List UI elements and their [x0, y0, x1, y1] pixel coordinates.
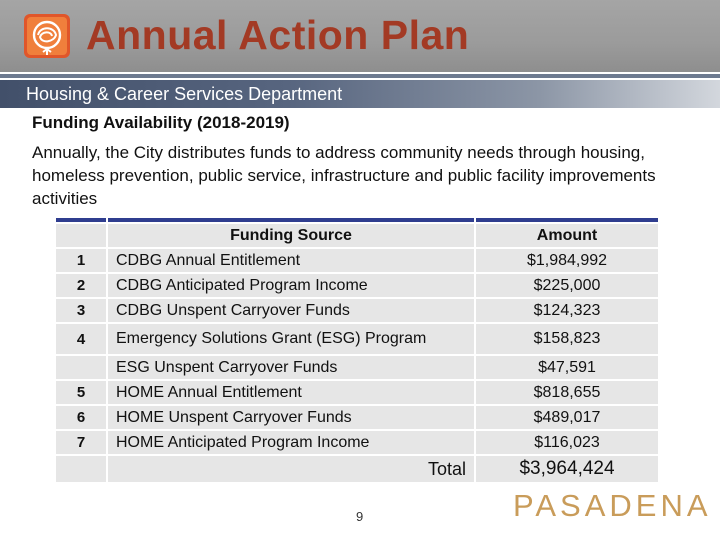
funding-source: HOME Anticipated Program Income — [107, 430, 475, 455]
funding-amount: $47,591 — [475, 355, 659, 380]
funding-source: CDBG Anticipated Program Income — [107, 273, 475, 298]
page-number: 9 — [356, 509, 364, 524]
page-title: Annual Action Plan — [86, 12, 470, 58]
funding-amount: $489,017 — [475, 405, 659, 430]
funding-amount: $124,323 — [475, 298, 659, 323]
table-row — [55, 298, 659, 323]
table-row — [55, 273, 659, 298]
table-row — [55, 430, 659, 455]
total-number-cell — [55, 455, 107, 483]
row-number: 3 — [55, 298, 107, 323]
source-column-header: Funding Source — [107, 223, 475, 248]
intro-paragraph: Annually, the City distributes funds to address community needs through housing, homeless prevention, public service, infrastructure and public facility improvements activities — [32, 143, 656, 208]
funding-source: Emergency Solutions Grant (ESG) Program — [107, 323, 475, 355]
total-amount: $3,964,424 — [475, 455, 659, 483]
funding-amount: $225,000 — [475, 273, 659, 298]
funding-amount: $158,823 — [475, 323, 659, 355]
table-row — [55, 248, 659, 273]
table-row — [55, 355, 659, 380]
header-divider — [0, 74, 720, 78]
table-row — [55, 323, 659, 355]
row-number: 7 — [55, 430, 107, 455]
row-number-header — [55, 223, 107, 248]
pasadena-logo: PASADENA — [513, 488, 712, 523]
row-number: 5 — [55, 380, 107, 405]
row-number: 1 — [55, 248, 107, 273]
funding-amount: $1,984,992 — [475, 248, 659, 273]
row-number: 4 — [55, 323, 107, 355]
rose-icon — [24, 14, 70, 58]
table-header-row — [55, 223, 659, 248]
funding-source: HOME Annual Entitlement — [107, 380, 475, 405]
department-name: Housing & Career Services Department — [26, 84, 343, 104]
total-row — [55, 455, 659, 483]
funding-source: HOME Unspent Carryover Funds — [107, 405, 475, 430]
funding-table — [54, 216, 660, 484]
amount-column-header: Amount — [475, 223, 659, 248]
funding-source: CDBG Annual Entitlement — [107, 248, 475, 273]
section-heading: Funding Availability (2018-2019) — [32, 113, 290, 132]
funding-source: ESG Unspent Carryover Funds — [107, 355, 475, 380]
row-number: 6 — [55, 405, 107, 430]
funding-amount: $818,655 — [475, 380, 659, 405]
table-row — [55, 405, 659, 430]
table-row — [55, 380, 659, 405]
funding-amount: $116,023 — [475, 430, 659, 455]
row-number: 2 — [55, 273, 107, 298]
funding-source: CDBG Unspent Carryover Funds — [107, 298, 475, 323]
total-label: Total — [107, 455, 475, 483]
row-number — [55, 355, 107, 380]
